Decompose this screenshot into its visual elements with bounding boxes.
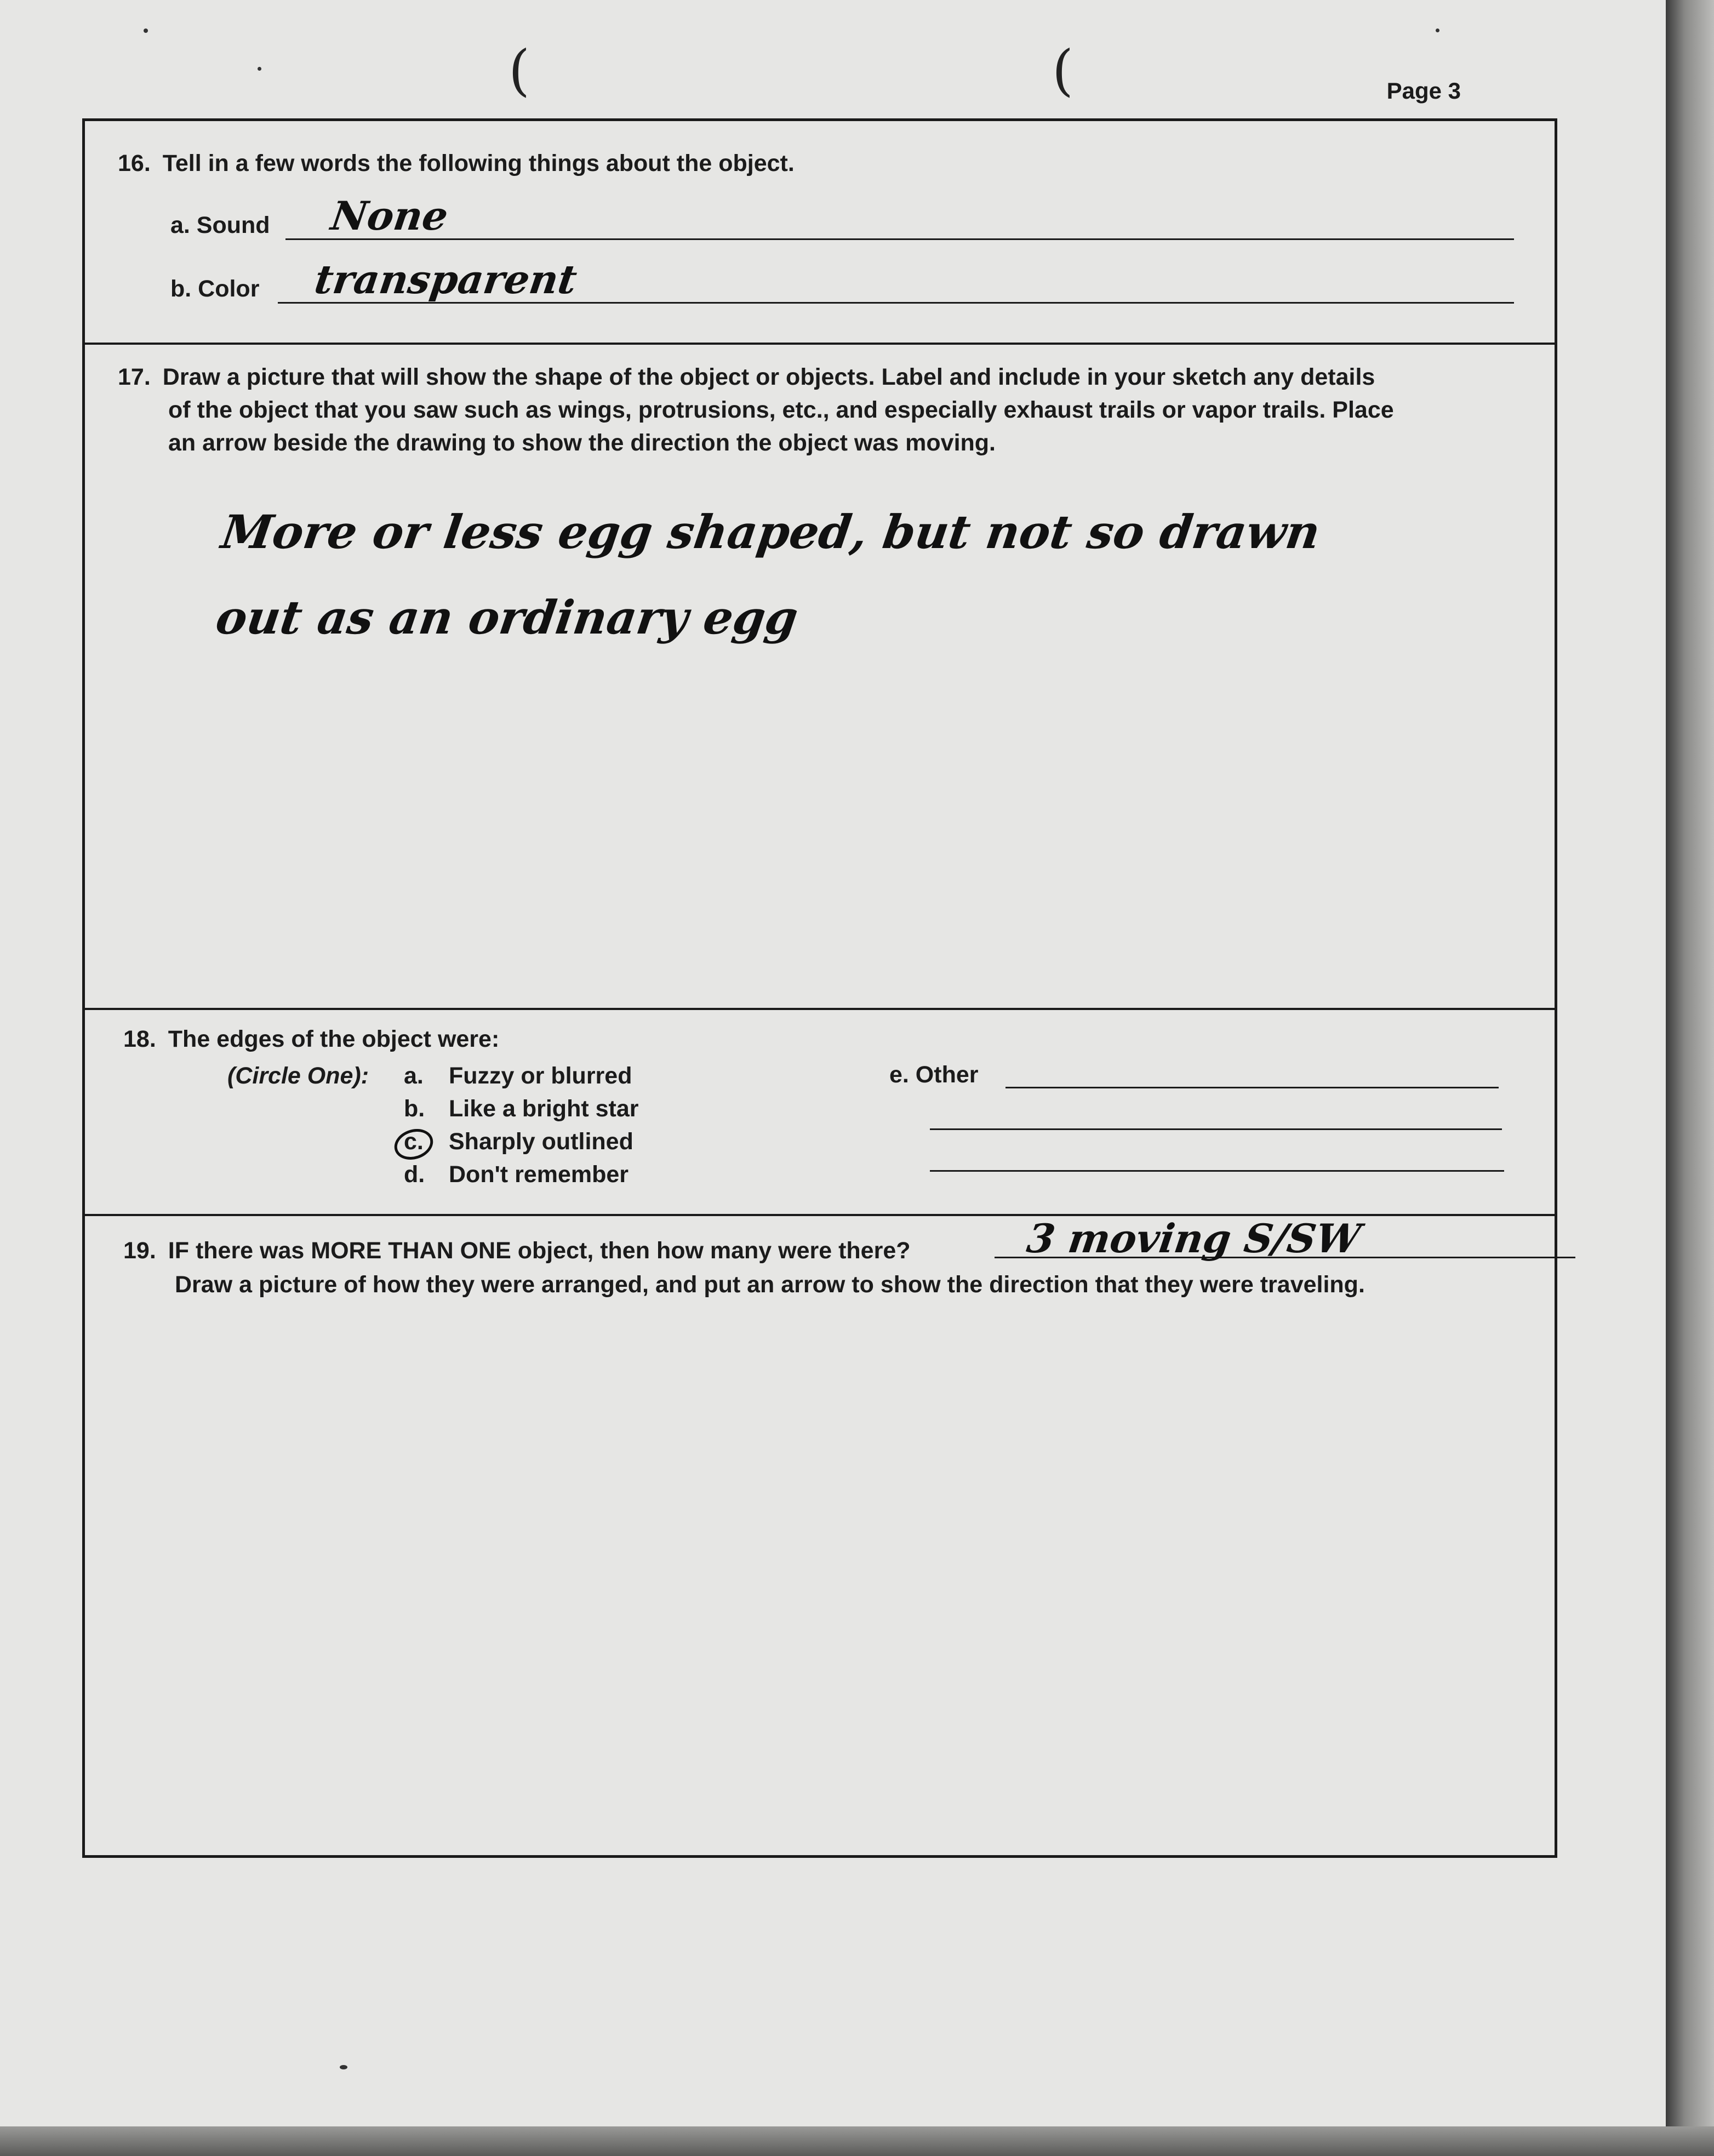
q18-text: [123, 1022, 499, 1056]
q18-instruction: (Circle One):: [227, 1063, 369, 1089]
section-divider: [85, 343, 1555, 345]
page-edge-shadow: [1666, 0, 1714, 2156]
q16-sound-label: a. Sound: [170, 212, 270, 238]
scan-speck: [1436, 28, 1439, 32]
q18-option-b: Like a bright star: [449, 1096, 639, 1122]
q16-text: [118, 146, 795, 180]
q19-answer: 3 moving S/SW: [1024, 1215, 1364, 1262]
q18-option-a-letter: a.: [404, 1063, 424, 1089]
q18-prompt: The edges of the object were:: [168, 1026, 500, 1052]
q18-other-rule-3: [930, 1170, 1504, 1172]
scan-speck: [340, 2065, 347, 2069]
q18-option-b-letter: b.: [404, 1096, 425, 1122]
q16-sound-answer: None: [328, 192, 451, 239]
page-number: Page 3: [1386, 78, 1461, 104]
q17-answer-line2: out as an ordinary egg: [213, 590, 802, 644]
q18-option-c: Sharply outlined: [449, 1128, 633, 1155]
q18-number: 18.: [123, 1026, 156, 1052]
q18-option-d: Don't remember: [449, 1161, 629, 1188]
q18-selected-circle: [390, 1124, 437, 1165]
form-frame: [82, 118, 1557, 1858]
q19-prompt-1: IF there was MORE THAN ONE object, then how many were there?: [168, 1237, 911, 1264]
punch-mark-left: (: [509, 38, 530, 102]
q17-answer-line1: More or less egg shaped, but not so drawn: [218, 505, 1324, 559]
q16-color-answer: transparent: [312, 256, 580, 303]
scan-speck: [144, 28, 148, 33]
q17-line2: of the object that you saw such as wings, protrusions, etc., and especially exhaust trails or vapor trails. Place: [168, 397, 1394, 423]
q19-number: 19.: [123, 1237, 156, 1264]
q17-number: 17.: [118, 364, 151, 390]
scan-speck: [258, 67, 261, 71]
q19-line1: [123, 1234, 911, 1268]
q18-option-a: Fuzzy or blurred: [449, 1063, 632, 1089]
q18-other-rule-1: [1005, 1087, 1499, 1088]
q16-prompt: Tell in a few words the following things about the object.: [162, 150, 795, 176]
punch-mark-right: (: [1052, 38, 1074, 102]
q17-line3: an arrow beside the drawing to show the direction the object was moving.: [168, 430, 996, 456]
q18-other-rule-2: [930, 1128, 1502, 1130]
q18-option-d-letter: d.: [404, 1161, 425, 1188]
q18-other-label: e. Other: [889, 1062, 979, 1088]
page-bottom-shadow: [0, 2126, 1714, 2156]
q17-line1: [118, 360, 1375, 394]
q16-number: 16.: [118, 150, 151, 176]
q19-line2: Draw a picture of how they were arranged, and put an arrow to show the direction that they were traveling.: [175, 1271, 1365, 1298]
q18-option-c-letter: c.: [404, 1128, 424, 1155]
q16-sound-rule: [285, 238, 1514, 240]
q16-color-label: b. Color: [170, 276, 260, 302]
section-divider: [85, 1008, 1555, 1010]
q17-prompt-1: Draw a picture that will show the shape of the object or objects. Label and include in your sketch any details: [162, 364, 1375, 390]
